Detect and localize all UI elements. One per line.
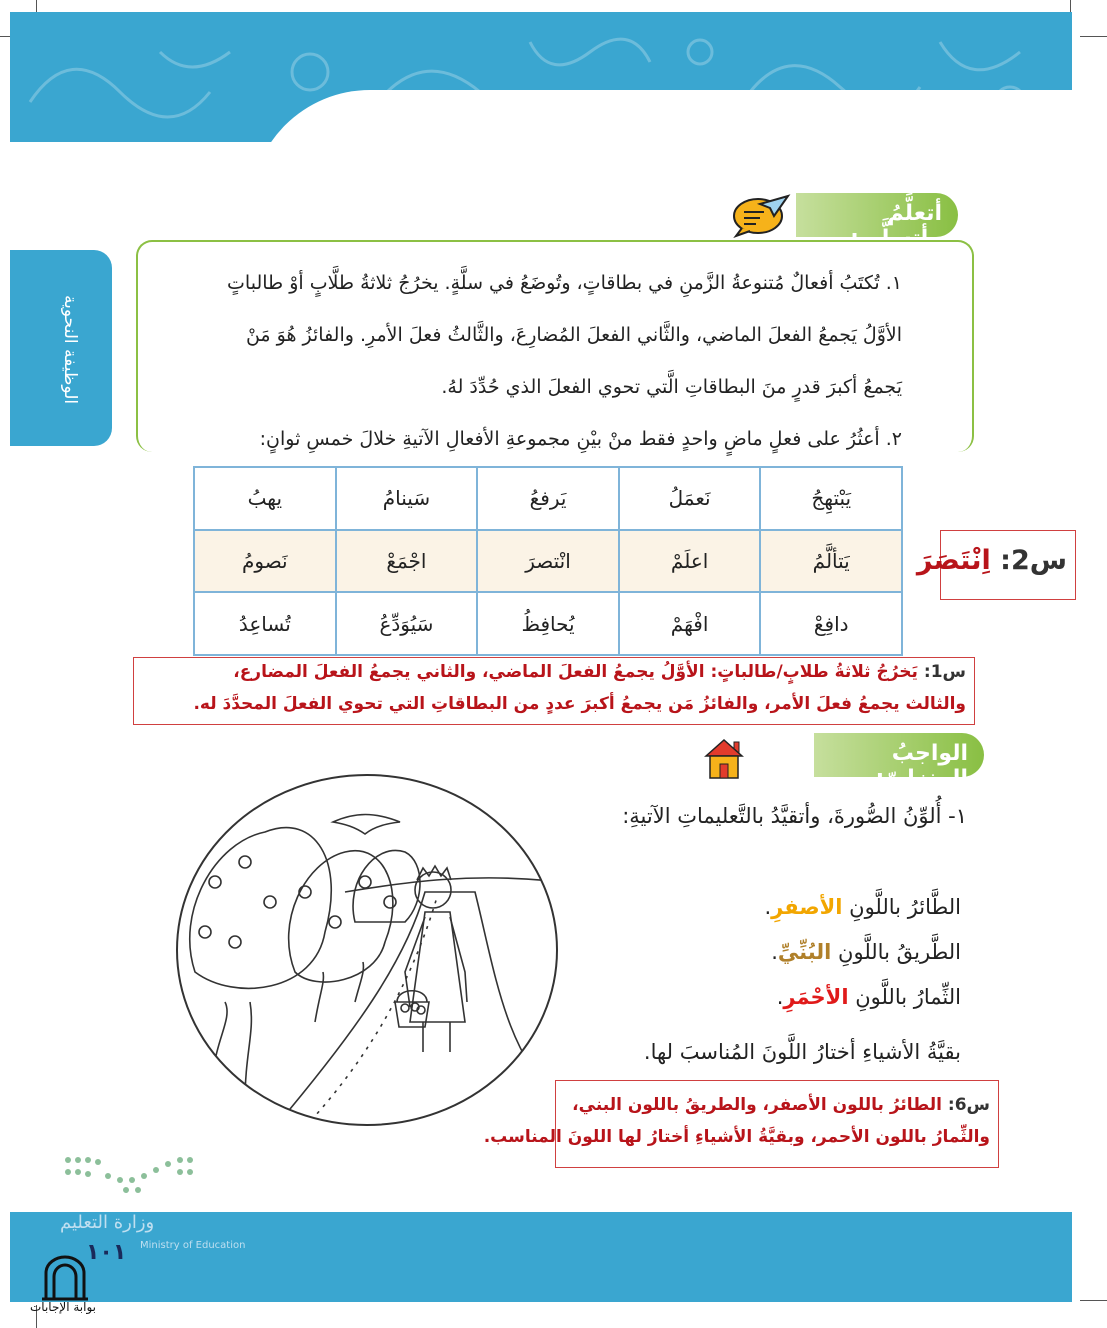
verb-cell: انْتصرَ	[477, 530, 619, 593]
homework-item-text: الطَّريقُ باللَّونِ	[831, 940, 961, 964]
gate-label: بوابة الإجابات	[30, 1300, 97, 1314]
homework-item-end: .	[776, 985, 784, 1009]
verb-cell: تُساعِدُ	[194, 592, 336, 655]
homework-item-bird	[764, 895, 961, 919]
header-curve	[250, 90, 1072, 142]
ministry-name: وزارة التعليم	[60, 1212, 155, 1233]
homework-item-fruits	[777, 985, 961, 1009]
crop-mark	[1080, 36, 1107, 37]
verb-cell: اعلَمْ	[619, 530, 761, 593]
answer-q1-line1-text: يَخرُجُ ثلاثةُ طلابٍ/طالباتٍ: الأوَّلُ يجمعُ الفعلَ الماضي، والثاني يجمعُ الفعلَ المضارع،	[233, 662, 918, 682]
verbs-table	[193, 466, 903, 656]
answer-q1-label: س1:	[923, 662, 966, 682]
table-row	[194, 592, 902, 655]
answer-q6-box	[483, 1080, 999, 1168]
homework-item-end: .	[771, 940, 778, 964]
answer-q2-text	[917, 545, 1067, 576]
color-word-yellow: الأصفرِ	[771, 895, 843, 919]
answer-q6-line2: والثِّمارُ باللون الأحمر، وبقيَّةُ الأشياءِ أختارُ لها اللونَ المناسب.	[483, 1127, 990, 1147]
verb-cell: سَينامُ	[336, 467, 478, 530]
verb-cell: يهبُ	[194, 467, 336, 530]
homework-section-header	[814, 733, 984, 791]
answer-q6-line1	[572, 1095, 990, 1115]
answer-q6-label: س6:	[947, 1095, 990, 1115]
homework-last-line: بقيَّةُ الأشياءِ أختارُ اللَّونَ المُناسبَ لها.	[643, 1040, 961, 1064]
side-tab-label: الوظيفة النحوية	[60, 295, 80, 405]
header-band	[10, 12, 1072, 142]
crop-mark	[1080, 1300, 1107, 1301]
homework-item-end: .	[764, 895, 772, 919]
learn-line-3: يَجمعُ أكبرَ قدرٍ منَ البطاقاتِ الَّتي تحوي الفعلَ الذي حُدِّدَ لهُ.	[441, 376, 902, 398]
table-row	[194, 467, 902, 530]
verb-cell: دافِعْ	[760, 592, 902, 655]
verb-cell: يَتألَّمُ	[760, 530, 902, 593]
answer-q2-value: اِنْتَصَرَ	[916, 545, 991, 576]
learn-section-title: أتعلَّمُ وأتسلَّى:	[850, 201, 942, 251]
homework-item-road	[771, 940, 961, 964]
homework-instruction: ١- أُلوِّنُ الصُّورةَ، وأتقيَّدُ بالتَّعليماتِ الآتيةِ:	[622, 804, 967, 828]
paper-plane-speech-icon	[730, 192, 792, 238]
verb-cell: يَرفعُ	[477, 467, 619, 530]
ministry-logo-dots	[60, 1150, 200, 1200]
house-icon	[704, 736, 744, 780]
color-word-red: الأحْمَرِ	[783, 985, 849, 1009]
verb-cell: يَبْتهِجُ	[760, 467, 902, 530]
answer-q1-line2: والثالث يجمعُ فعلَ الأمر، والفائزُ مَن يجمعُ أكبرَ عددٍ من البطاقاتِ التي تحوي الفعلَ المحدَّدَ له.	[193, 694, 966, 714]
gate-logo-icon	[42, 1255, 88, 1301]
verb-cell: يُحافِظُ	[477, 592, 619, 655]
learn-section-header	[796, 193, 958, 251]
verb-cell: اجْمَعْ	[336, 530, 478, 593]
homework-item-text: الثِّمارُ باللَّونِ	[848, 985, 961, 1009]
color-word-brown: البُنِّيِّ	[777, 940, 832, 964]
verb-cell: سَيُوَدِّعُ	[336, 592, 478, 655]
side-tab	[10, 250, 112, 446]
learn-line-1: ١. تُكتَبُ أفعالٌ مُتنوعةُ الزَّمنِ في بطاقاتٍ، وتُوضَعُ في سلَّةٍ. يخرُجُ ثلاثةُ طلَّابٍ أوْ طالباتٍ	[227, 272, 902, 294]
verb-cell: نَصومُ	[194, 530, 336, 593]
answer-q2-label: س2:	[1000, 545, 1067, 576]
table-row	[194, 530, 902, 593]
homework-item-text: الطَّائرُ باللَّونِ	[842, 895, 961, 919]
ministry-name-en: Ministry of Education	[140, 1240, 246, 1251]
footer-band	[10, 1212, 1072, 1302]
answer-q6-line1-text: الطائرُ باللون الأصفر، والطريقُ باللون البني،	[572, 1095, 942, 1115]
footer-curve	[10, 1212, 1072, 1302]
answer-q1-line1	[233, 662, 966, 682]
verb-cell: افْهَمْ	[619, 592, 761, 655]
page-number: ١٠١	[86, 1240, 127, 1265]
homework-title: الواجبُ المنزليّ:	[875, 741, 968, 791]
answer-q1-box	[133, 657, 975, 725]
learn-line-4: ٢. أعثُرُ على فعلٍ ماضٍ واحدٍ فقط منْ بيْنِ مجموعةِ الأفعالِ الآتيةِ خلالَ خمسِ ثوانٍ:	[259, 428, 902, 450]
verb-cell: نَعمَلُ	[619, 467, 761, 530]
learn-line-2: الأوَّلُ يَجمعُ الفعلَ الماضي، والثَّاني الفعلَ المُضارِعَ، والثَّالثُ فعلَ الأمرِ. والفائزُ هُوَ مَنْ	[245, 324, 902, 346]
answer-q2-box	[916, 530, 1076, 600]
coloring-illustration	[175, 772, 560, 1127]
